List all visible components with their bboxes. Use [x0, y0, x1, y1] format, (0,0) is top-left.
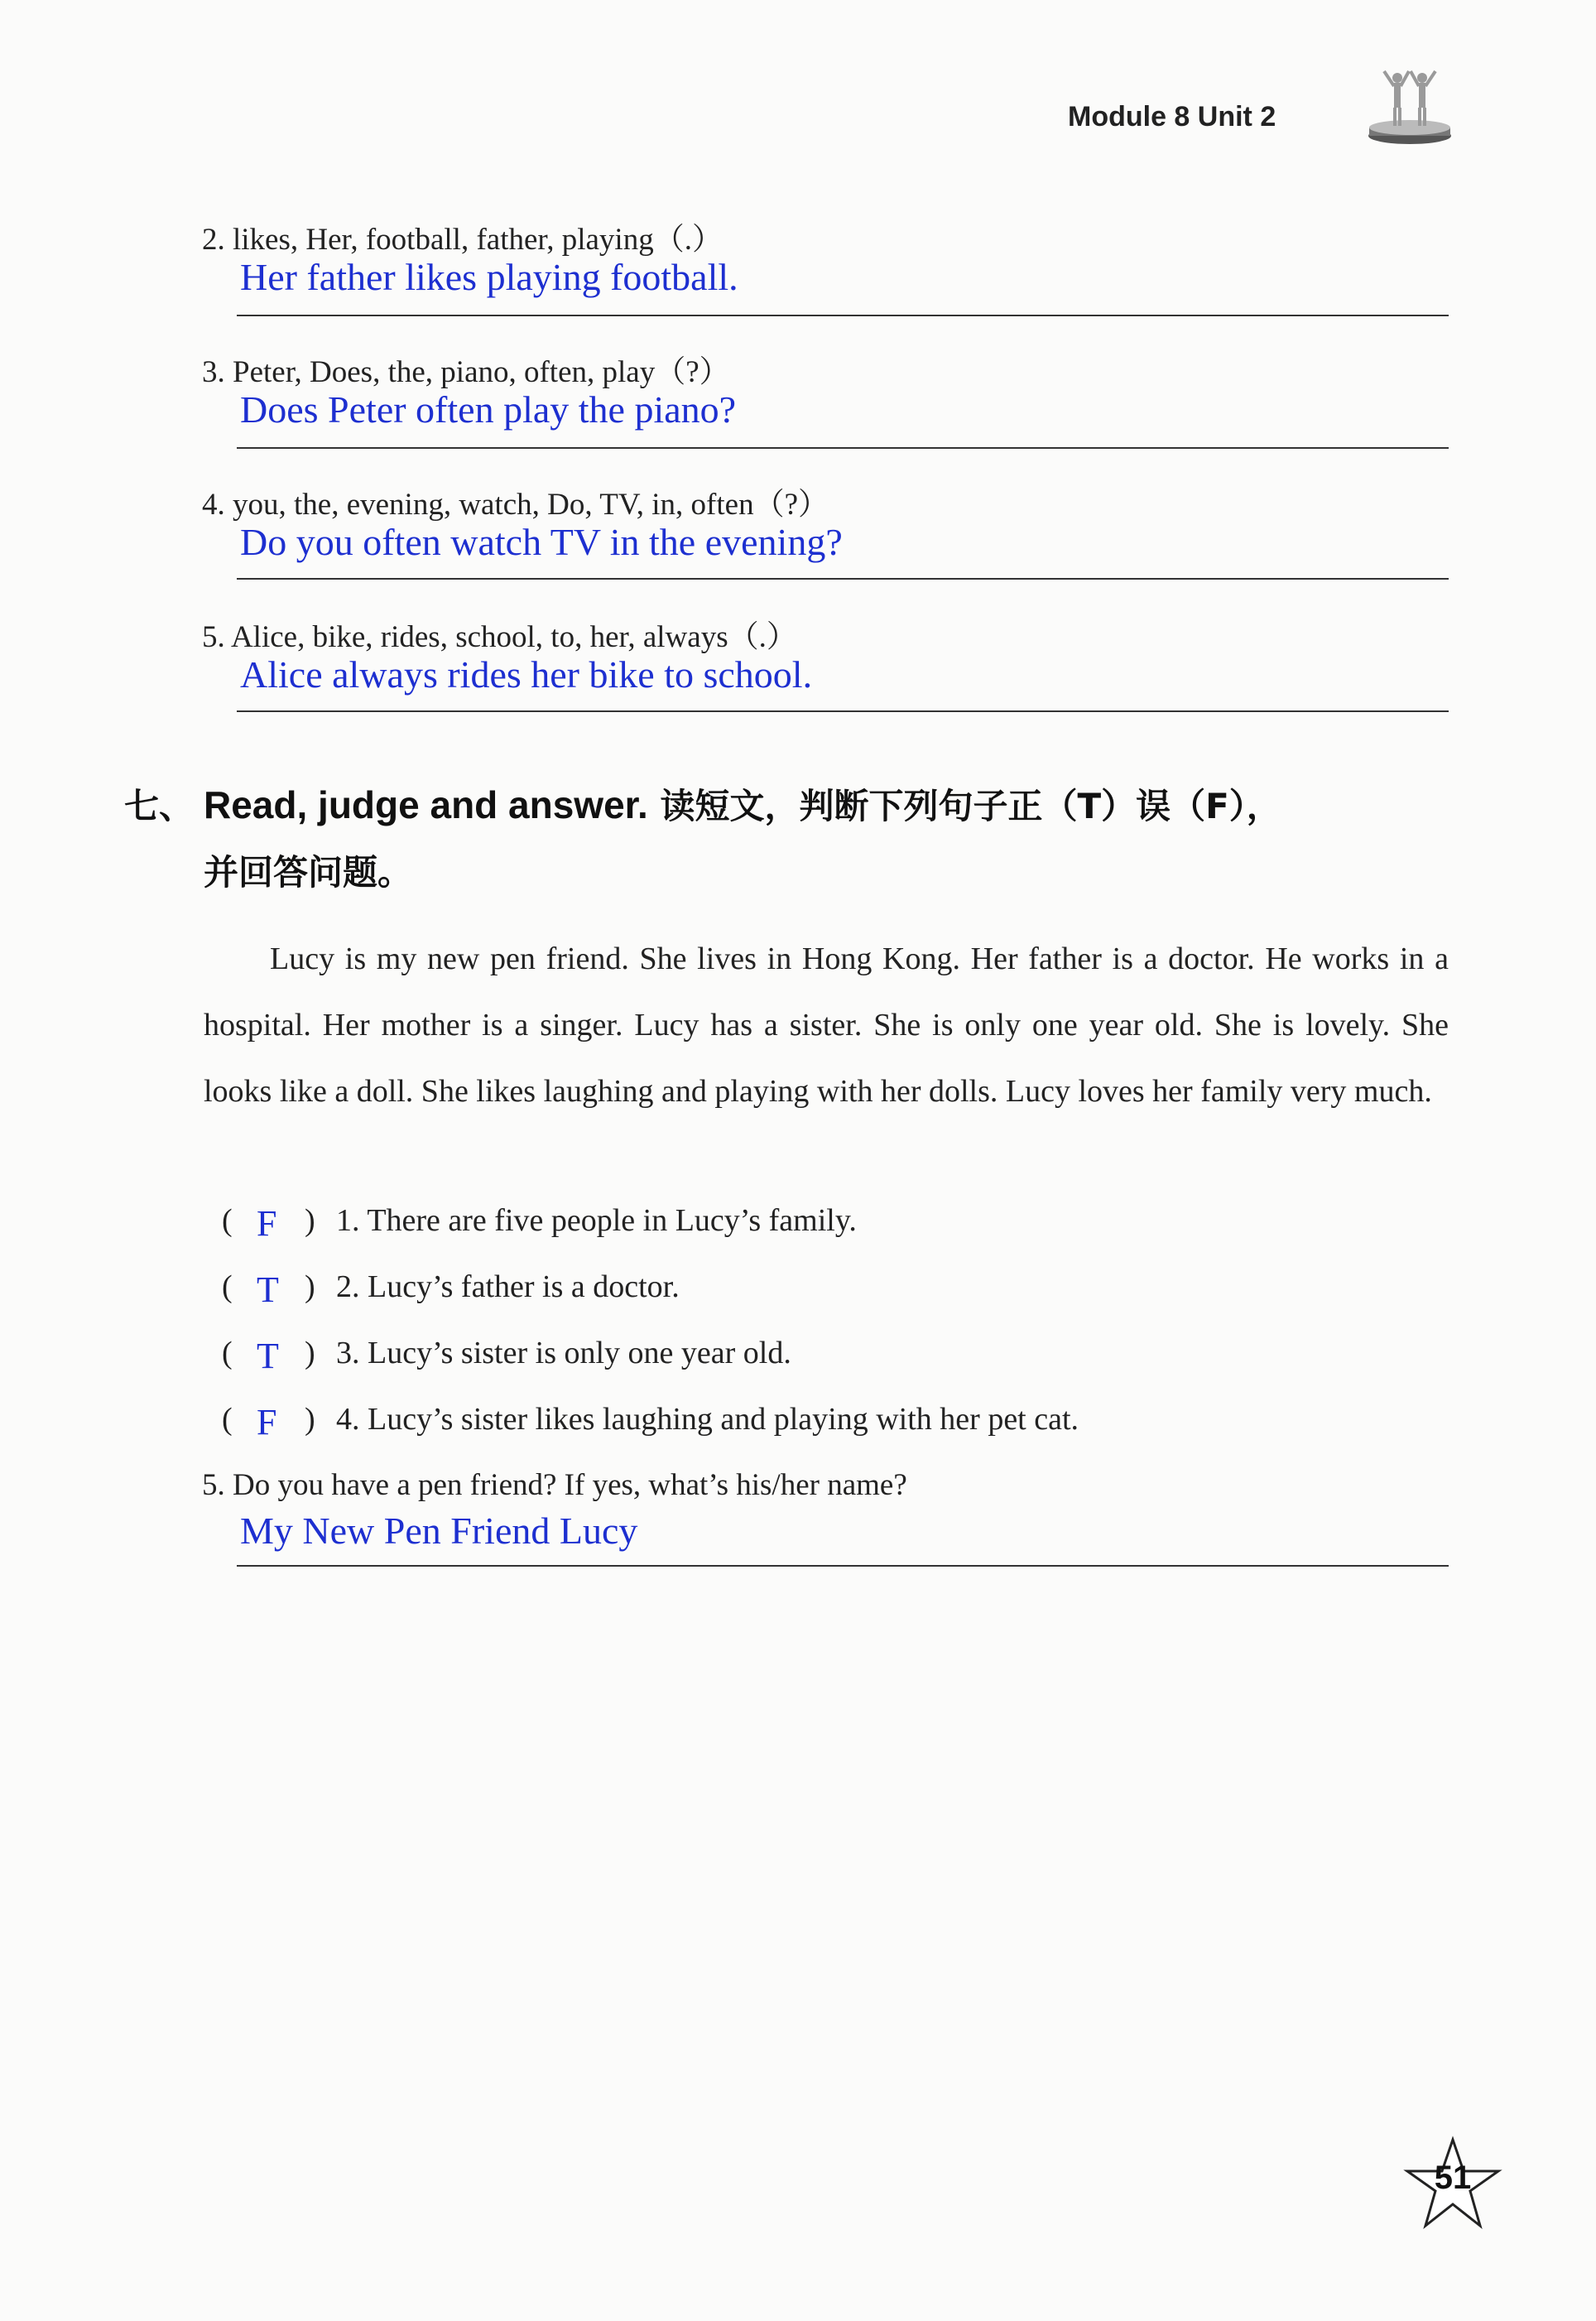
item-answer: Her father likes playing football. [240, 256, 738, 298]
reading-passage [204, 926, 1449, 1124]
passage-text: Lucy is my new pen friend. She lives in Hong Kong. Her father is a doctor. He works in a hospital. Her mother is a singer. Lucy has a sister. She is only one year old. She is lovely. She looks like a doll. She likes laughing and playing with her dolls. Lucy loves her family very much. [204, 941, 1449, 1109]
people-on-stage-icon [1364, 66, 1455, 149]
item-question: 3. Peter, Does, the, piano, often, play（?） [202, 355, 730, 389]
answer-line [237, 578, 1449, 580]
open-answer: My New Pen Friend Lucy [240, 1510, 638, 1552]
section-seven-heading [124, 772, 1449, 906]
page-number: 51 [1434, 2160, 1472, 2196]
item-answer: Do you often watch TV in the evening? [240, 521, 843, 563]
judgement-item: ( F ) 1. There are five people in Lucy’s family. [222, 1203, 857, 1244]
item-question: 4. you, the, evening, watch, Do, TV, in, often（?） [202, 488, 829, 522]
section-number: 七、 [124, 786, 195, 826]
judgement-answer: T [257, 1269, 279, 1310]
judgement-answer: T [257, 1336, 279, 1376]
section-title-cn-line2: 并回答问题。 [204, 852, 413, 893]
answer-line [237, 1565, 1449, 1567]
page-number-badge [1399, 2135, 1507, 2234]
judgement-text: 1. There are five people in Lucy’s family. [336, 1203, 857, 1238]
judgement-answer: F [257, 1402, 277, 1442]
answer-line [237, 710, 1449, 712]
item-answer: Does Peter often play the piano? [240, 388, 737, 431]
judgement-item: ( T ) 3. Lucy’s sister is only one year old. [222, 1336, 791, 1376]
answer-line [237, 315, 1449, 316]
module-title: Module 8 Unit 2 [1068, 101, 1276, 132]
item-question: 5. Alice, bike, rides, school, to, her, always（.） [202, 620, 797, 654]
judgement-text: 3. Lucy’s sister is only one year old. [336, 1336, 791, 1370]
judgement-item: ( T ) 2. Lucy’s father is a doctor. [222, 1269, 680, 1310]
open-question: 5. Do you have a pen friend? If yes, what’s his/her name? [202, 1468, 907, 1502]
judgement-text: 2. Lucy’s father is a doctor. [336, 1269, 680, 1304]
judgement-text: 4. Lucy’s sister likes laughing and playing with her pet cat. [336, 1402, 1079, 1437]
item-question: 2. likes, Her, football, father, playing（.） [202, 223, 723, 257]
section-title-cn: 读短文，判断下列句子正（T）误（F）， [660, 786, 1281, 826]
judgement-item: ( F ) 4. Lucy’s sister likes laughing and playing with her pet cat. [222, 1402, 1079, 1442]
item-answer: Alice always rides her bike to school. [240, 653, 813, 696]
section-title-en: Read, judge and answer. [204, 783, 648, 826]
answer-line [237, 447, 1449, 449]
judgement-answer: F [257, 1203, 277, 1244]
